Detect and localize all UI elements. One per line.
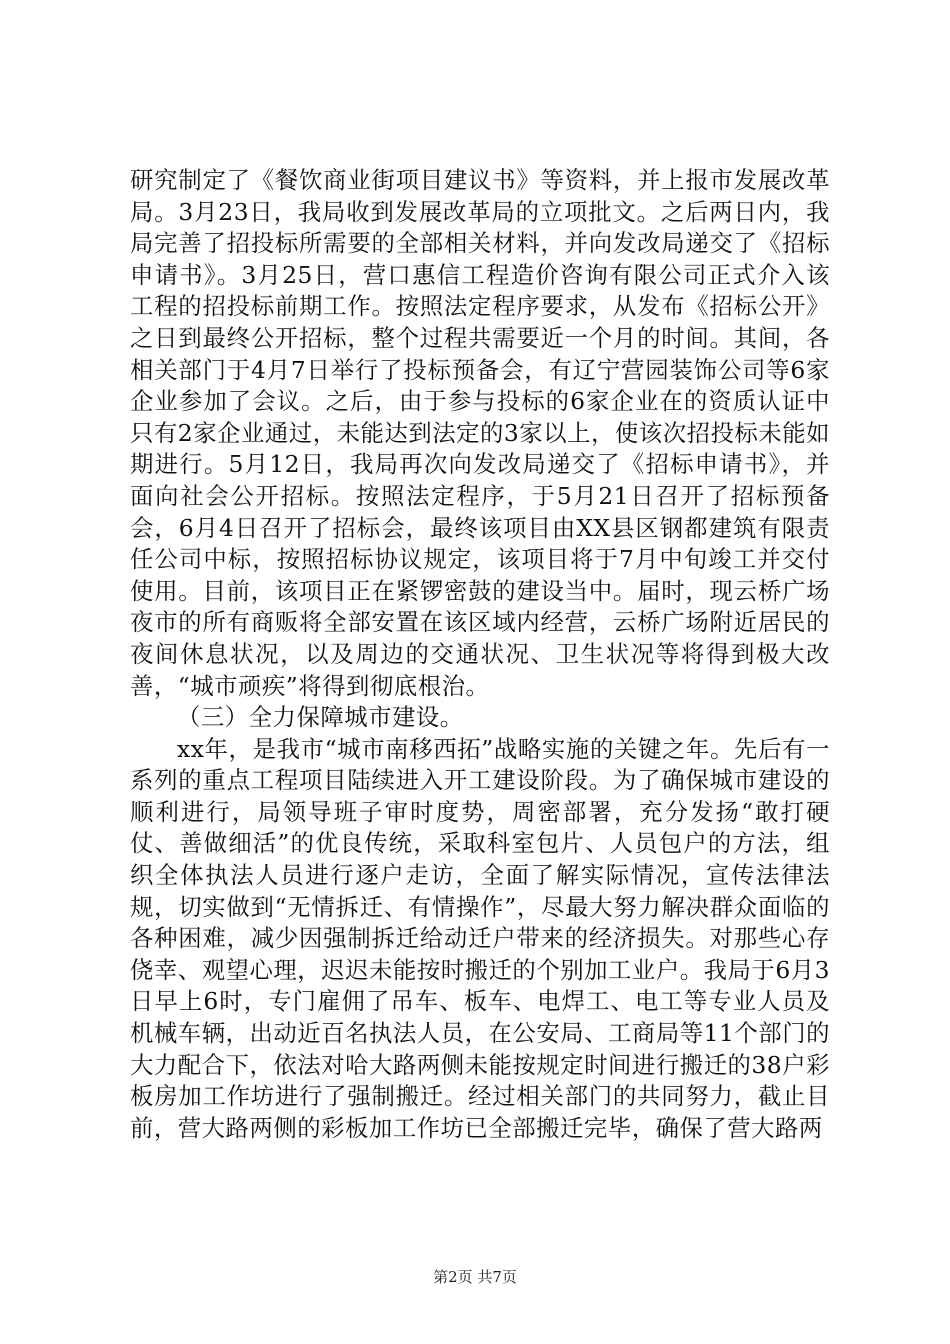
section-heading-urban-construction: （三）全力保障城市建设。: [177, 703, 464, 732]
page-number-footer: 第2页 共7页: [433, 1268, 517, 1286]
paragraph-tender-process: 研究制定了《餐饮商业街项目建议书》等资料，并上报市发展改革局。3月23日，我局收到发展改革局的立项批文。之后两日内，我局完善了招投标所需要的全部相关材料，并向发改局递交了《招标申请书》。3月25日，营口惠信工程造价咨询有限公司正式介入该工程的招投标前期工作。按照法定程序要求，从发布《招标公开》之日到最终公开招标，整个过程共需要近一个月的时间。其间，各相关部门于4月7日举行了投标预备会，有辽宁营园装饰公司等6家企业参加了会议。之后，由于参与投标的6家企业在的资质认证中只有2家企业通过，未能达到法定的3家以上，使该次招投标未能如期进行。5月12日，我局再次向发改局递交了《招标申请书》，并面向社会公开招标。按照法定程序，于5月21日召开了招标预备会，6月4日召开了招标会，最终该项目由XX县区钢都建筑有限责任公司中标，按照招标协议规定，该项目将于7月中旬竣工并交付使用。目前，该项目正在紧锣密鼓的建设当中。届时，现云桥广场夜市的所有商贩将全部安置在该区域内经营，云桥广场附近居民的夜间休息状况，以及周边的交通状况、卫生状况等将得到极大改善，“城市顽疾”将得到彻底根治。: [130, 166, 830, 700]
document-body: [130, 165, 830, 1144]
paragraph-urban-construction: xx年，是我市“城市南移西拓”战略实施的关键之年。先后有一系列的重点工程项目陆续进入开工建设阶段。为了确保城市建设的顺利进行，局领导班子审时度势，周密部署，充分发扬“敢打硬仗、善做细活”的优良传统，采取科室包片、人员包户的方法，组织全体执法人员进行逐户走访，全面了解实际情况，宣传法律法规，切实做到“无情拆迁、有情操作”，尽最大努力解决群众面临的各种困难，减少因强制拆迁给动迁户带来的经济损失。对那些心存侥幸、观望心理，迟迟未能按时搬迁的个别加工业户。我局于6月3日早上6时，专门雇佣了吊车、板车、电焊工、电工等专业人员及机械车辆，出动近百名执法人员，在公安局、工商局等11个部门的大力配合下，依法对哈大路两侧未能按规定时间进行搬迁的38户彩板房加工作坊进行了强制搬迁。经过相关部门的共同努力，截止目前，营大路两侧的彩板加工作坊已全部搬迁完毕，确保了营大路两: [130, 734, 830, 1142]
